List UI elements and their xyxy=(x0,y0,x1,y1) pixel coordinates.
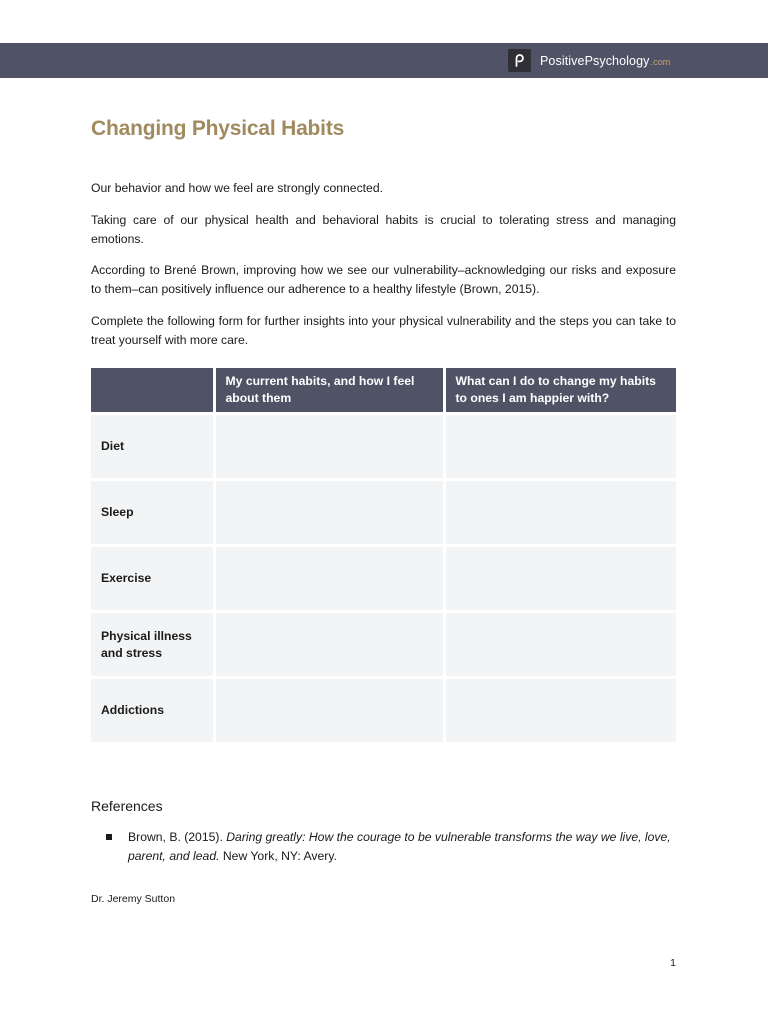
brand-name: PositivePsychology.com xyxy=(540,53,671,68)
header-bar xyxy=(0,43,768,78)
author-credit: Dr. Jeremy Sutton xyxy=(91,893,176,905)
table-header-row xyxy=(91,368,676,414)
table-row xyxy=(91,612,676,678)
reference-work-title: Daring greatly: How the courage to be vulnerable transforms the way we live, love, parent, and lead. xyxy=(128,830,671,863)
table-row xyxy=(91,678,676,744)
intro-paragraph-3: According to Brené Brown, improving how we see our vulnerability–acknowledging our risks and exposure to them–can positively influence our adherence to a healthy lifestyle (Brown, 2015). xyxy=(91,263,676,296)
exercise-change-habits-cell[interactable] xyxy=(444,546,676,612)
exercise-current-habits-cell[interactable] xyxy=(214,546,444,612)
intro-paragraph-4: Complete the following form for further insights into your physical vulnerability and the steps you can take to treat yourself with more care. xyxy=(91,314,676,347)
header-cell-blank xyxy=(91,368,214,414)
page-number: 1 xyxy=(670,957,676,969)
references-heading: References xyxy=(91,798,163,814)
table-row xyxy=(91,480,676,546)
intro-paragraph-2: Taking care of our physical health and behavioral habits is crucial to tolerating stress and managing emotions. xyxy=(91,213,676,246)
page-title: Changing Physical Habits xyxy=(91,117,345,140)
brand[interactable] xyxy=(508,49,670,72)
row-label-exercise: Exercise xyxy=(91,546,214,612)
diet-current-habits-cell[interactable] xyxy=(214,414,444,480)
reference-publisher: New York, NY: Avery. xyxy=(219,848,337,863)
row-label-addictions: Addictions xyxy=(91,678,214,744)
intro-paragraph-1: Our behavior and how we feel are strongly connected. xyxy=(91,181,383,195)
reference-authors: Brown, B. (2015). xyxy=(128,830,227,844)
habits-form-table xyxy=(91,368,676,745)
table-row xyxy=(91,546,676,612)
illness-current-habits-cell[interactable] xyxy=(214,612,444,678)
header-cell-change-habits: What can I do to change my habits to ones I am happier with? xyxy=(444,368,676,414)
p-logo-icon xyxy=(508,49,531,72)
diet-change-habits-cell[interactable] xyxy=(444,414,676,480)
row-label-sleep: Sleep xyxy=(91,480,214,546)
reference-item xyxy=(128,828,676,865)
row-label-diet: Diet xyxy=(91,414,214,480)
row-label-physical-illness: Physical illness and stress xyxy=(91,612,214,678)
brand-tld: .com xyxy=(650,56,671,67)
header-cell-current-habits: My current habits, and how I feel about them xyxy=(214,368,444,414)
table-row xyxy=(91,414,676,480)
bullet-square-icon xyxy=(106,834,112,840)
addictions-change-habits-cell[interactable] xyxy=(444,678,676,744)
illness-change-habits-cell[interactable] xyxy=(444,612,676,678)
sleep-change-habits-cell[interactable] xyxy=(444,480,676,546)
addictions-current-habits-cell[interactable] xyxy=(214,678,444,744)
sleep-current-habits-cell[interactable] xyxy=(214,480,444,546)
